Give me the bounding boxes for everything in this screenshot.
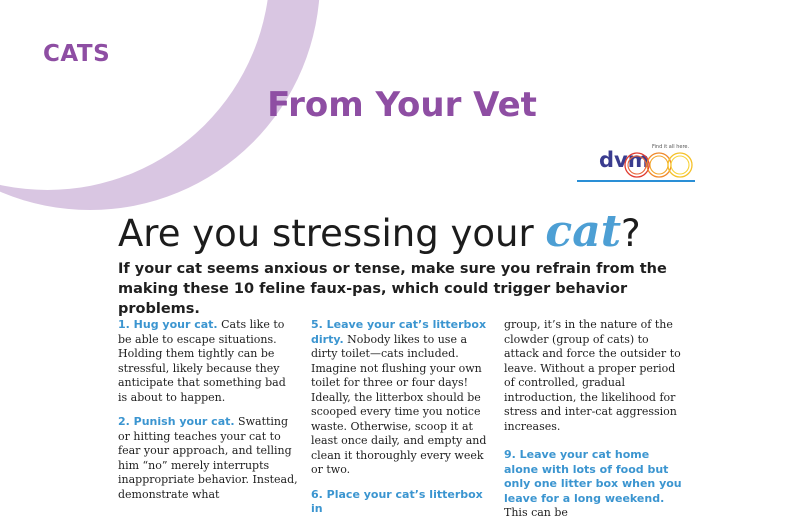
article-subhead: If your cat seems anxious or tense, make sure you refrain from the making these 10 feline faux-pas, which could trigger behavior problems. — [118, 261, 667, 317]
article-column-3 — [504, 318, 686, 531]
tip-paragraph — [118, 415, 298, 502]
article-headline — [118, 206, 641, 257]
logo-360-rings-icon — [623, 148, 693, 180]
headline-highlight: cat — [545, 206, 622, 257]
dvm360-logo — [577, 142, 695, 184]
logo-underline — [577, 180, 695, 182]
tip-heading: 6. Place your cat’s litterbox in — [311, 487, 483, 515]
article-column-1 — [118, 318, 298, 512]
tip-body: Cats like to be able to escape situations. Holding them tightly can be stressful, likely because they anticipate that something bad is about to happen. — [118, 318, 286, 404]
tip-paragraph — [118, 318, 298, 405]
tip-heading: 2. Punish your cat. — [118, 415, 235, 428]
tip-heading: 9. Leave your cat home alone with lots of food but only one litter box when you leave for a long weekend. — [504, 448, 682, 505]
publication-title: From Your Vet — [267, 85, 537, 125]
headline-prefix: Are you stressing your — [118, 212, 546, 255]
logo-tagline: Find it all here. — [652, 144, 690, 150]
tip-heading: 5. Leave your cat’s litterbox dirty. — [311, 318, 487, 346]
tip-body: Swatting or hitting teaches your cat to fear your approach, and telling him “no” merely interrupts inappropriate behavior. Instead, demonstrate what — [118, 415, 298, 501]
tip-body: This can be — [504, 506, 568, 519]
section-label: CATS — [43, 41, 111, 67]
tip-paragraph — [504, 448, 686, 521]
tip-body: group, it’s in the nature of the clowder (group of cats) to attack and force the outsider to leave. Without a proper period of controlled, gradual introduction, the likelihood for stress and inter-cat aggression increases. — [504, 318, 681, 433]
tip-body: Nobody likes to use a dirty toilet—cats included. Imagine not flushing your own toilet for three or four days! Ideally, the litterbox should be scooped every time you notice waste. Otherwise, scoop it at least once daily, and empty and clean it thoroughly every week or two. — [311, 332, 487, 476]
tip-paragraph — [311, 488, 489, 517]
article-column-2 — [311, 318, 489, 527]
headline-suffix: ? — [621, 212, 641, 255]
tip-paragraph — [311, 318, 489, 478]
logo-brand-text: dvm — [599, 148, 650, 172]
tip-heading: 1. Hug your cat. — [118, 318, 218, 331]
tip-paragraph — [504, 318, 686, 434]
